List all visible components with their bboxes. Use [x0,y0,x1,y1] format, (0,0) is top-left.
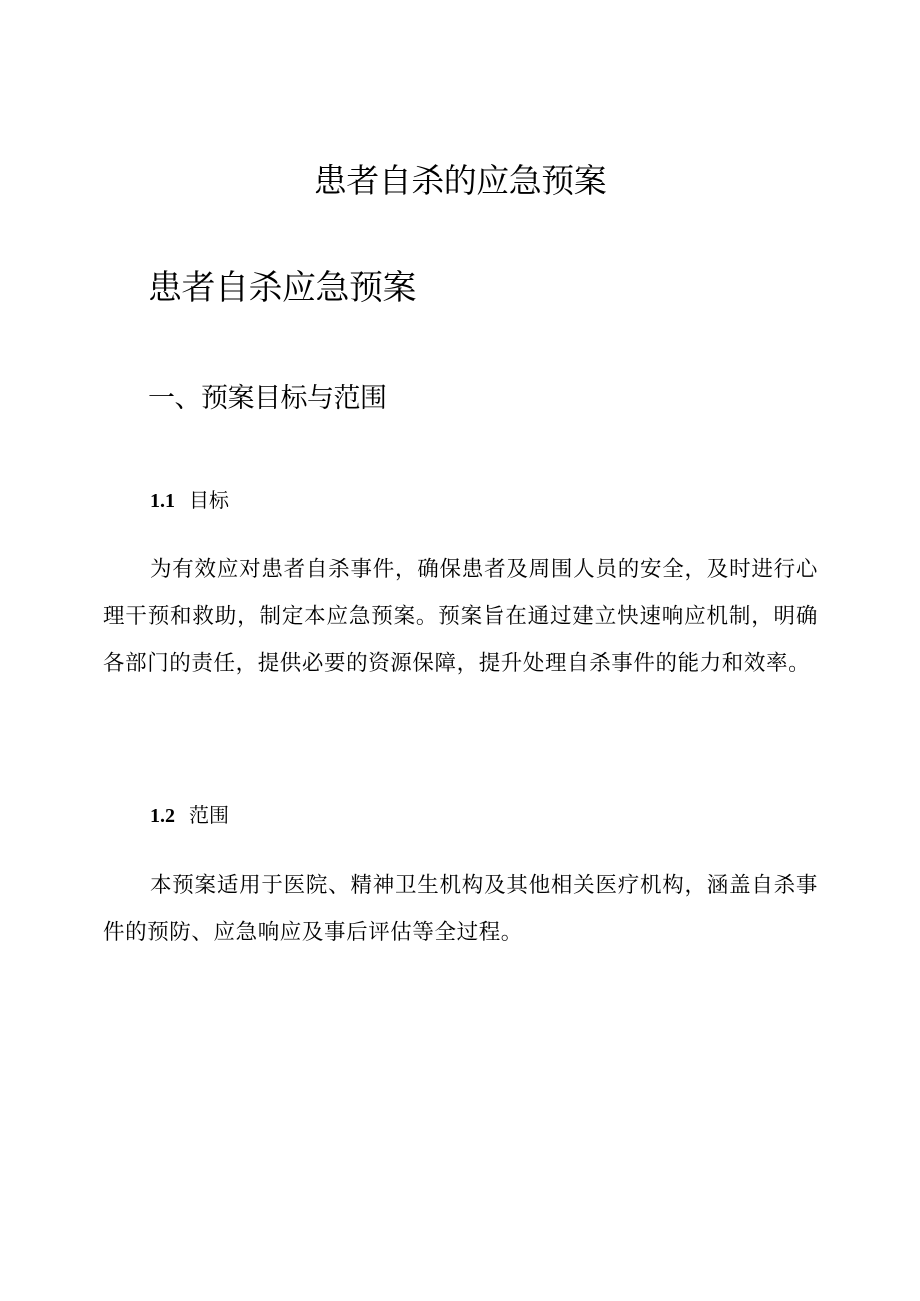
subsection-heading-scope [150,801,229,830]
scope-paragraph: 本预案适用于医院、精神卫生机构及其他相关医疗机构，涵盖自杀事件的预防、应急响应及事后评估等全过程。 [103,873,818,945]
section-heading-goals-scope: 一、预案目标与范围 [148,383,387,414]
plan-heading: 患者自杀应急预案 [148,268,416,308]
subsection-number: 1.2 [150,805,175,827]
subsection-number: 1.1 [150,490,175,512]
document-title: 患者自杀的应急预案 [313,161,607,200]
goal-paragraph: 为有效应对患者自杀事件，确保患者及周围人员的安全，及时进行心理干预和救助，制定本应急预案。预案旨在通过建立快速响应机制，明确各部门的责任，提供必要的资源保障，提升处理自杀事件的能力和效率。 [103,557,818,676]
subsection-title: 范围 [189,803,229,827]
subsection-heading-goal [150,486,229,515]
subsection-title: 目标 [189,488,229,512]
